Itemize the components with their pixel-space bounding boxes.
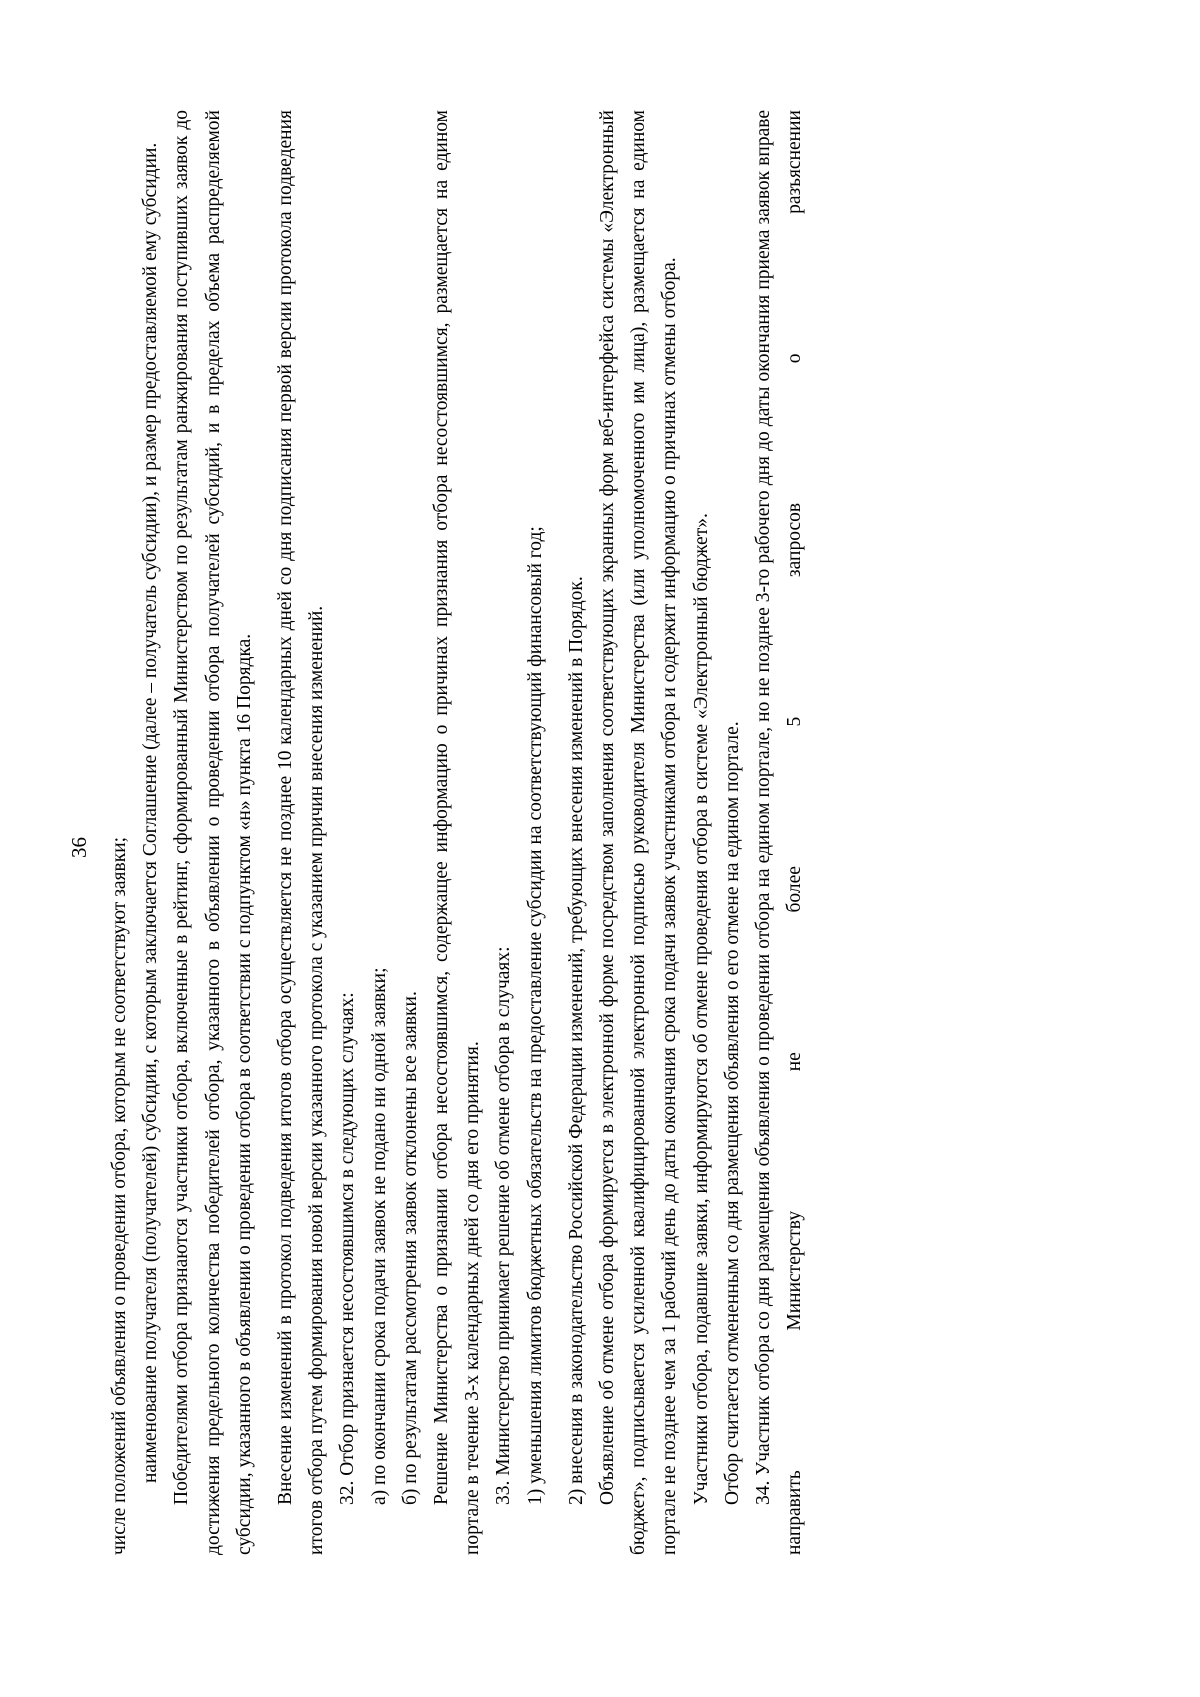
paragraph-1: числе положений объявления о проведении отбора, которым не соответствуют заявки; xyxy=(109,836,130,1555)
paragraph-3: Победителями отбора признаются участники отбора, включенные в рейтинг, сформированный Министерством по результатам ранжирования поступивших заявок до достижения предельного количества победителей отбора, указанного в объявлении о проведении отбора получателей субсидий, и в пределах объема распределяемой субсидии, указанного в объявлении о проведении отбора в соответствии с подпунктом «н» пункта 16 Порядка. xyxy=(171,110,255,1555)
paragraph-9: 33. Министерство принимает решение об отмене отбора в случаях: xyxy=(493,946,515,1505)
paragraph-7: б) по результатам рассмотрения заявок отклонены все заявки. xyxy=(399,991,421,1505)
paragraph-11: 2) внесения в законодательство Российской Федерации изменений, требующих внесения изменений в Порядок. xyxy=(565,576,587,1505)
page-number: 36 xyxy=(67,837,91,858)
paragraph-10: 1) уменьшения лимитов бюджетных обязательств на предоставление субсидии на соответствующий финансовый год; xyxy=(524,526,546,1505)
paragraph-15: 34. Участник отбора со дня размещения объявления о проведении отбора на едином портале, но не позднее 3-го рабочего дня до даты окончания приема заявок вправе направить Министерству не более 5 запросов о разъяснении xyxy=(753,110,806,1555)
paragraph-13: Участники отбора, подавшие заявки, информируются об отмене проведения отбора в системе «Электронный бюджет». xyxy=(690,513,712,1505)
paragraph-8: Решение Министерства о признании отбора несостоявшимся, содержащее информацию о причинах признания отбора несостоявшимся, размещается на едином портале в течение 3-х календарных дней со дня его принятия. xyxy=(431,110,484,1555)
paragraph-14: Отбор считается отмененным со дня размещения объявления о его отмене на едином портале. xyxy=(721,721,743,1505)
paragraph-4: Внесение изменений в протокол подведения итогов отбора осуществляется не позднее 10 календарных дней со дня подписания первой версии протокола подведения итогов отбора путем формирования новой версии указанного протокола с указанием причин внесения изменений. xyxy=(275,110,328,1555)
rotated-page-content xyxy=(104,110,810,1555)
paragraph-6: а) по окончании срока подачи заявок не подано ни одной заявки; xyxy=(368,967,390,1505)
paragraph-2: наименование получателя (получателей) субсидии, с которым заключается Соглашение (далее – получатель субсидии), и размер предоставляемой ему субсидии. xyxy=(140,142,162,1483)
document-body xyxy=(104,110,810,1555)
paragraph-12: Объявление об отмене отбора формируется в электронной форме посредством заполнения соответствующих экранных форм веб-интерфейса системы «Электронный бюджет», подписывается усиленной квалифицированной электронной подписью руководителя Министерства (или уполномоченного им лица), размещается на едином портале не позднее чем за 1 рабочий день до даты окончания срока подачи заявок участниками отбора и содержит информацию о причинах отмены отбора. xyxy=(597,110,681,1555)
paragraph-5: 32. Отбор признается несостоявшимся в следующих случаях: xyxy=(337,992,359,1505)
